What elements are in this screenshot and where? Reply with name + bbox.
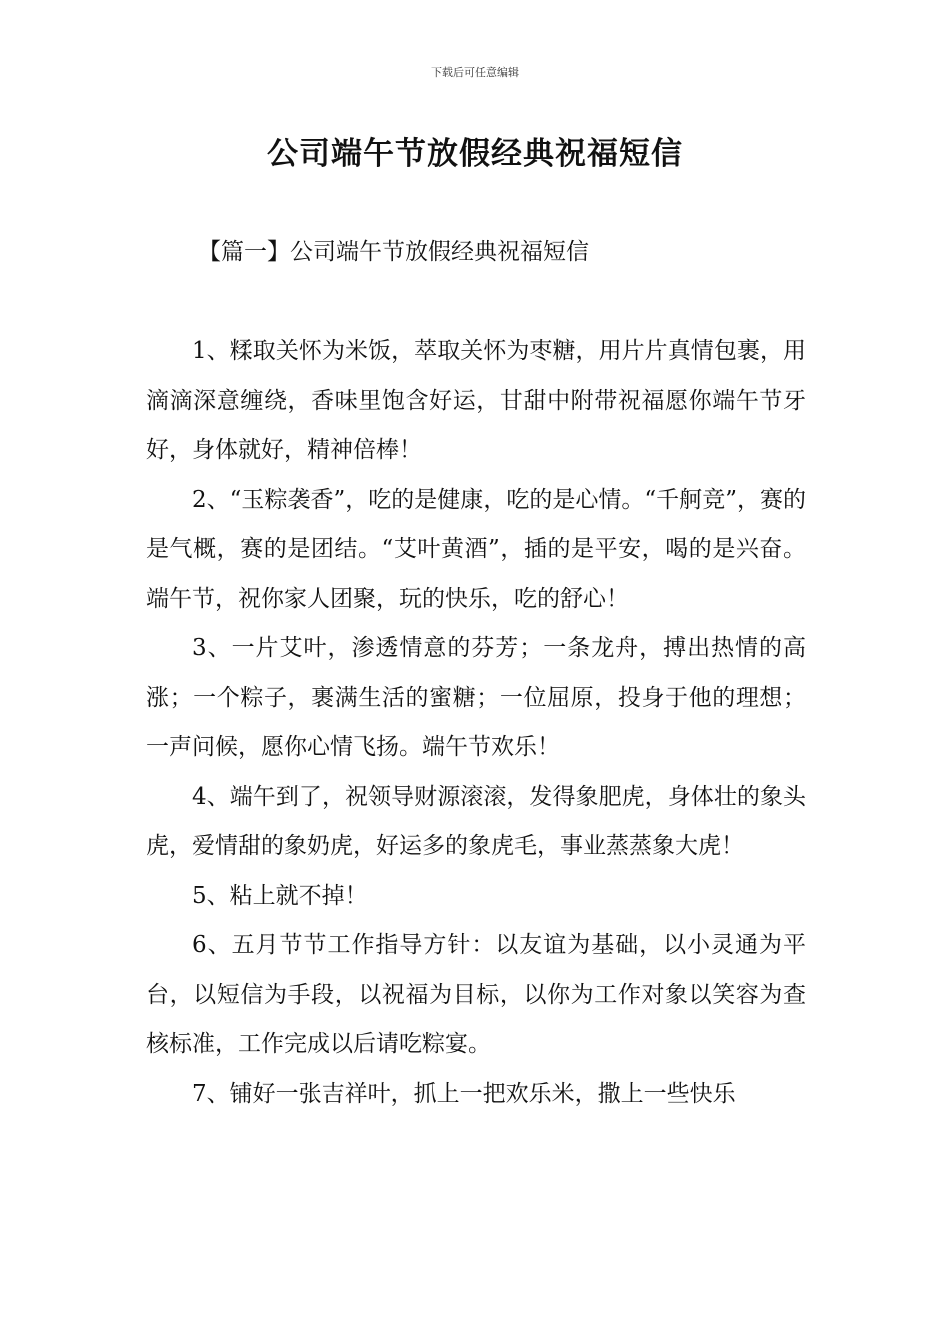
paragraph-5: 5、粘上就不掉！: [192, 882, 368, 909]
document-title: 公司端午节放假经典祝福短信: [267, 136, 683, 172]
paragraph-1: 1、糅取关怀为米饭，萃取关怀为枣糖，用片片真情包裹，用滴滴深意缠绕，香味里饱含好运，甘甜中附带祝福愿你端午节牙好，身体就好，精神倍棒！: [146, 338, 806, 463]
header-note: 下载后可任意编辑: [431, 66, 519, 79]
paragraph-3: 3、一片艾叶，渗透情意的芬芳；一条龙舟，搏出热情的高涨；一个粽子，裹满生活的蜜糖；一位屈原，投身于他的理想；一声问候，愿你心情飞扬。端午节欢乐！: [146, 635, 806, 760]
paragraph-6: 6、五月节节工作指导方针：以友谊为基础，以小灵通为平台，以短信为手段，以祝福为目标，以你为工作对象以笑容为查核标准，工作完成以后请吃粽宴。: [146, 932, 806, 1057]
paragraph-7: 7、铺好一张吉祥叶，抓上一把欢乐米，撒上一些快乐: [192, 1080, 736, 1107]
paragraph-2: 2、“玉粽袭香”，吃的是健康，吃的是心情。“千舸竞”，赛的是气概，赛的是团结。“艾叶黄酒”，插的是平安，喝的是兴奋。端午节，祝你家人团聚，玩的快乐，吃的舒心！: [146, 486, 806, 612]
section-heading: 【篇一】公司端午节放假经典祝福短信: [198, 239, 589, 265]
paragraph-4: 4、端午到了，祝领导财源滚滚，发得象肥虎，身体壮的象头虎，爱情甜的象奶虎，好运多的象虎毛，事业蒸蒸象大虎！: [146, 783, 806, 859]
document-body: [146, 327, 806, 1119]
